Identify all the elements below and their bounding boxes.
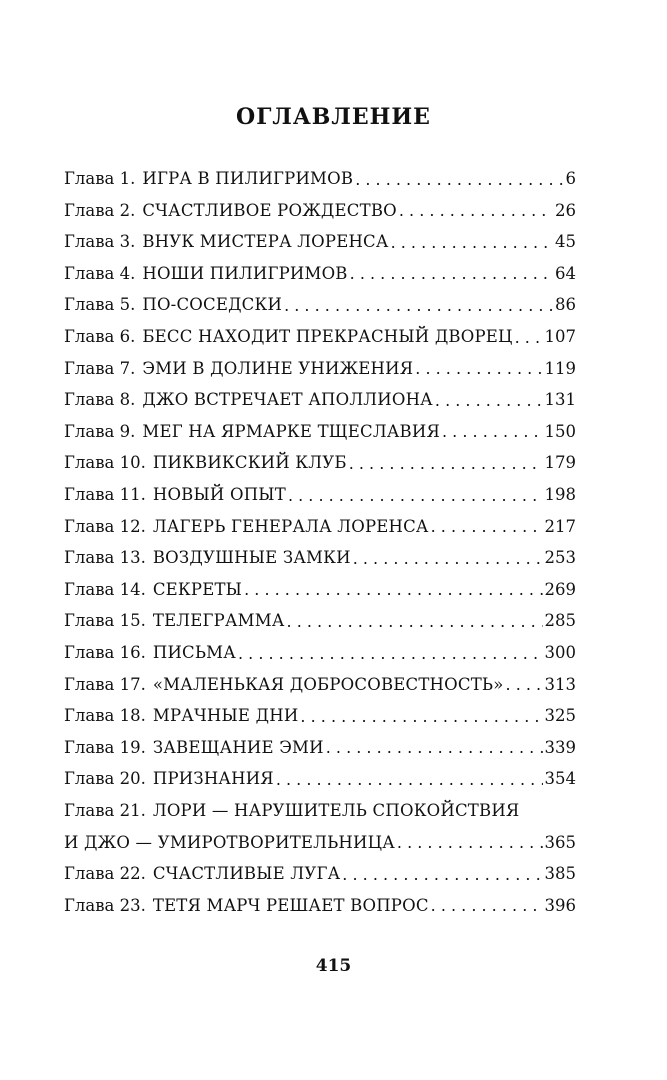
chapter-title-line-1: ЛОРИ — НАРУШИТЕЛЬ СПОКОЙСТВИЯ — [152, 800, 520, 820]
toc-entry-8 — [64, 381, 576, 413]
chapter-page: 45 — [555, 232, 576, 252]
dot-leader — [431, 898, 543, 915]
toc-entry-6 — [64, 318, 576, 350]
chapter-page: 385 — [544, 864, 576, 884]
dot-leader — [287, 613, 543, 630]
chapter-label: Глава 16. — [64, 643, 146, 662]
chapter-page: 313 — [544, 674, 576, 694]
chapter-page: 253 — [544, 548, 576, 568]
chapter-label: Глава 20. — [64, 769, 146, 789]
chapter-page: 179 — [544, 453, 576, 473]
dot-leader — [397, 835, 543, 852]
chapter-page: 300 — [544, 643, 576, 662]
chapter-title: СЕКРЕТЫ — [152, 579, 243, 599]
toc-entry-2 — [64, 192, 576, 224]
chapter-label: Глава 8. — [64, 390, 136, 410]
toc-entry-17 — [64, 666, 576, 698]
chapter-page: 119 — [544, 358, 576, 378]
toc-entry-14 — [64, 571, 576, 603]
chapter-label: Глава 23. — [64, 895, 146, 915]
dot-leader — [288, 487, 543, 504]
dot-leader — [284, 297, 553, 314]
chapter-title: ПО-СОСЕДСКИ — [142, 295, 283, 315]
chapter-page: 26 — [555, 200, 576, 220]
toc-entry-23 — [64, 887, 576, 919]
chapter-title: ЭМИ В ДОЛИНЕ УНИЖЕНИЯ — [142, 358, 414, 378]
dot-leader — [342, 866, 542, 883]
chapter-title: ПИСЬМА — [152, 643, 236, 662]
chapter-label: Глава 18. — [64, 706, 146, 726]
toc-entry-21-line-1 — [64, 792, 576, 824]
chapter-title: ЗАВЕЩАНИЕ ЭМИ — [152, 737, 324, 757]
chapter-page: 107 — [544, 327, 576, 347]
chapter-title: СЧАСТЛИВОЕ РОЖДЕСТВО — [142, 200, 397, 220]
toc-entry-13 — [64, 539, 576, 571]
chapter-title: НОВЫЙ ОПЫТ — [152, 485, 286, 505]
chapter-page: 325 — [544, 706, 576, 726]
chapter-title: ВОЗДУШНЫЕ ЗАМКИ — [152, 548, 351, 568]
chapter-title: ПИКВИКСКИЙ КЛУБ — [152, 453, 347, 473]
chapter-page: 217 — [544, 516, 576, 536]
chapter-page: 339 — [544, 737, 576, 757]
chapter-label: Глава 9. — [64, 421, 136, 441]
chapter-label: Глава 6. — [64, 327, 136, 347]
chapter-page: 354 — [544, 769, 576, 789]
dot-leader — [349, 455, 543, 472]
chapter-page: 131 — [544, 390, 576, 410]
dot-leader — [435, 392, 543, 409]
dot-leader — [326, 740, 543, 757]
toc-entry-15 — [64, 602, 576, 634]
chapter-page: 285 — [544, 611, 576, 631]
toc-entry-3 — [64, 223, 576, 255]
page-number: 415 — [315, 956, 352, 976]
chapter-label: Глава 10. — [64, 453, 146, 473]
toc-entry-19 — [64, 729, 576, 761]
chapter-page: 64 — [555, 263, 576, 283]
dot-leader — [515, 329, 543, 346]
chapter-label: Глава 1. — [64, 169, 136, 189]
dot-leader — [300, 708, 542, 725]
dot-leader — [431, 519, 543, 536]
toc-entry-1 — [64, 160, 576, 192]
chapter-label: Глава 13. — [64, 548, 146, 568]
chapter-title: БЕСС НАХОДИТ ПРЕКРАСНЫЙ ДВОРЕЦ — [142, 327, 513, 347]
chapter-label: Глава 11. — [64, 485, 146, 505]
toc-entry-4 — [64, 255, 576, 287]
toc-entry-12 — [64, 508, 576, 540]
chapter-title: НОШИ ПИЛИГРИМОВ — [142, 263, 348, 283]
dot-leader — [506, 677, 543, 694]
chapter-title: СЧАСТЛИВЫЕ ЛУГА — [152, 864, 341, 884]
dot-leader — [442, 424, 543, 441]
chapter-page: 365 — [544, 832, 576, 852]
dot-leader — [276, 771, 543, 788]
chapter-page: 6 — [565, 169, 576, 189]
toc-entry-11 — [64, 476, 576, 508]
chapter-label: Глава 2. — [64, 200, 136, 220]
chapter-label: Глава 4. — [64, 263, 136, 283]
chapter-label: Глава 14. — [64, 579, 146, 599]
dot-leader — [353, 550, 543, 567]
chapter-title: ТЕТЯ МАРЧ РЕШАЕТ ВОПРОС — [152, 895, 429, 915]
chapter-title: «МАЛЕНЬКАЯ ДОБРОСОВЕСТНОСТЬ» — [152, 674, 504, 694]
toc-entry-18 — [64, 697, 576, 729]
chapter-page: 150 — [544, 421, 576, 441]
chapter-title: ЛАГЕРЬ ГЕНЕРАЛА ЛОРЕНСА — [152, 516, 429, 536]
chapter-label: Глава 19. — [64, 737, 146, 757]
dot-leader — [244, 582, 542, 599]
chapter-page: 86 — [555, 295, 576, 315]
dot-leader — [350, 266, 553, 283]
chapter-title: ДЖО ВСТРЕЧАЕТ АПОЛЛИОНА — [142, 390, 433, 410]
chapter-title-line-2: И ДЖО — УМИРОТВОРИТЕЛЬНИЦА — [64, 832, 395, 852]
chapter-title: ТЕЛЕГРАММА — [152, 611, 285, 631]
toc-heading: ОГЛАВЛЕНИЕ — [236, 104, 431, 130]
toc-entry-7 — [64, 350, 576, 382]
dot-leader — [399, 203, 553, 220]
chapter-title: ИГРА В ПИЛИГРИМОВ — [142, 169, 354, 189]
toc-list — [64, 160, 576, 918]
chapter-label: Глава 12. — [64, 516, 146, 536]
chapter-label: Глава 3. — [64, 232, 136, 252]
toc-entry-5 — [64, 286, 576, 318]
chapter-label: Глава 15. — [64, 611, 146, 631]
chapter-label: Глава 17. — [64, 674, 146, 694]
toc-entry-21 — [64, 792, 576, 855]
toc-entry-22 — [64, 855, 576, 887]
dot-leader — [415, 361, 542, 378]
chapter-label: Глава 7. — [64, 358, 136, 378]
chapter-page: 198 — [544, 485, 576, 505]
toc-entry-20 — [64, 760, 576, 792]
chapter-page: 396 — [544, 895, 576, 915]
toc-entry-16 — [64, 634, 576, 666]
chapter-title: ПРИЗНАНИЯ — [152, 769, 274, 789]
chapter-label: Глава 5. — [64, 295, 136, 315]
toc-entry-10 — [64, 444, 576, 476]
toc-entry-21-line-2 — [64, 823, 576, 855]
chapter-label: Глава 21. — [64, 800, 146, 820]
toc-entry-9 — [64, 413, 576, 445]
chapter-page: 269 — [544, 579, 576, 599]
dot-leader — [391, 234, 553, 251]
chapter-title: ВНУК МИСТЕРА ЛОРЕНСА — [142, 232, 389, 252]
chapter-label: Глава 22. — [64, 864, 146, 884]
chapter-title: МЕГ НА ЯРМАРКЕ ТЩЕСЛАВИЯ — [142, 421, 440, 441]
dot-leader — [355, 171, 563, 188]
dot-leader — [238, 645, 543, 662]
chapter-title: МРАЧНЫЕ ДНИ — [152, 706, 299, 726]
